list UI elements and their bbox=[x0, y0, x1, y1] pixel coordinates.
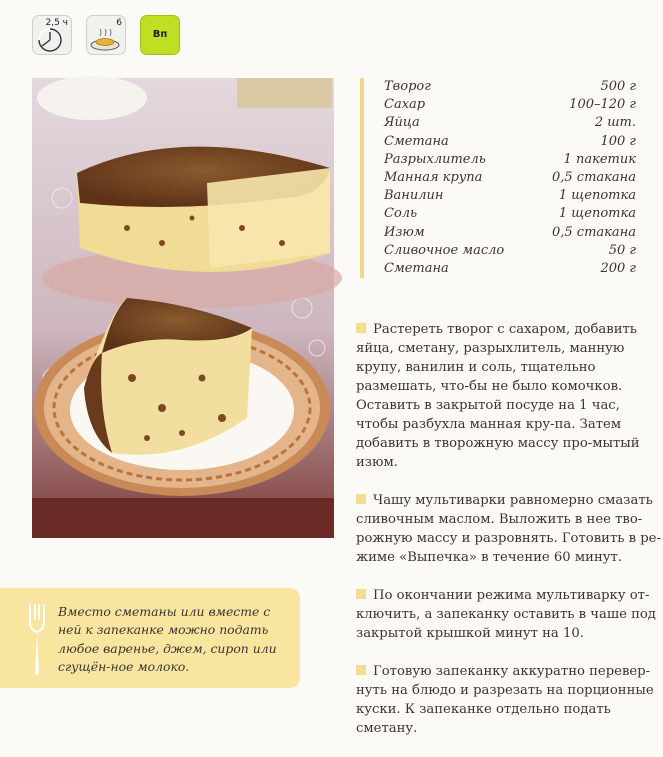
bullet-square-icon bbox=[356, 494, 366, 504]
ingredient-name: Сметана bbox=[384, 261, 449, 277]
ingredient-qty: 1 щепотка bbox=[558, 188, 636, 204]
step-3-text: По окончании режима мультиварку от-ключить, а запеканку оставить в чаше под закрытой крышкой минут на 10. bbox=[356, 588, 656, 641]
ingredient-qty: 500 г bbox=[600, 79, 636, 94]
ingredient-row bbox=[384, 78, 636, 96]
bullet-square-icon bbox=[356, 323, 366, 333]
ingredient-row bbox=[384, 169, 636, 187]
ingredient-name: Яйца bbox=[384, 115, 420, 131]
ingredient-qty: 2 шт. bbox=[594, 115, 636, 131]
ingredient-qty: 100–120 г bbox=[569, 97, 636, 113]
ingredient-qty: 1 щепотка bbox=[558, 206, 636, 222]
servings-value: 6 bbox=[116, 18, 122, 28]
tip-text: Вместо сметаны или вместе с ней к запеканке можно подать любое варенье, джем, сироп или сгущён-ное молоко. bbox=[58, 604, 277, 675]
serving-tip bbox=[0, 588, 300, 688]
ingredient-row bbox=[384, 151, 636, 169]
step-4-text: Готовую запеканку аккуратно перевер-нуть на блюдо и разрезать на порционные куски. К запеканке отдельно подать сметану. bbox=[356, 664, 654, 736]
step-1 bbox=[356, 320, 663, 472]
step-2-text: Чашу мультиварки равномерно смазать сливочным маслом. Выложить в нее тво-рожную массу и разровнять. Готовить в ре-жиме «Выпечка» в течение 60 минут. bbox=[356, 493, 661, 565]
ingredient-row bbox=[384, 242, 636, 260]
ingredient-row bbox=[384, 205, 636, 223]
time-value: 2,5 ч bbox=[45, 18, 68, 28]
ingredient-name: Творог bbox=[384, 79, 431, 94]
ingredient-qty: 0,5 стакана bbox=[552, 170, 636, 186]
casserole-photo bbox=[32, 78, 334, 538]
bullet-square-icon bbox=[356, 665, 366, 675]
ingredient-row bbox=[384, 96, 636, 114]
ingredient-name: Сметана bbox=[384, 133, 449, 149]
time-badge bbox=[32, 15, 72, 55]
step-2 bbox=[356, 491, 663, 567]
ingredient-row bbox=[384, 260, 636, 278]
servings-badge bbox=[86, 15, 126, 55]
ingredient-name: Манная крупа bbox=[384, 170, 483, 186]
fork-icon bbox=[26, 602, 48, 678]
ingredient-qty: 50 г bbox=[608, 242, 636, 258]
ingredient-row bbox=[384, 114, 636, 132]
ingredient-row bbox=[384, 224, 636, 242]
ingredient-name: Сахар bbox=[384, 97, 426, 113]
ingredient-row bbox=[384, 187, 636, 205]
step-1-text: Растереть творог с сахаром, добавить яйца, сметану, разрыхлитель, манную крупу, ванилин и соль, тщательно размешать, что-бы не было комочков. Оставить в закрытой посуде на 1 час, чтобы разбухла манная кру-па. Затем добавить в творожную массу про-мытый изюм. bbox=[356, 322, 640, 470]
ingredient-name: Изюм bbox=[384, 224, 425, 240]
step-4 bbox=[356, 662, 663, 738]
mode-badge bbox=[140, 15, 180, 55]
ingredient-qty: 100 г bbox=[600, 133, 636, 149]
ingredient-name: Разрыхлитель bbox=[384, 151, 486, 167]
ingredient-qty: 1 пакетик bbox=[563, 151, 636, 167]
step-3 bbox=[356, 586, 663, 643]
ingredient-row bbox=[384, 133, 636, 151]
instructions bbox=[356, 320, 663, 757]
ingredient-name: Ванилин bbox=[384, 188, 444, 204]
recipe-badges bbox=[32, 15, 180, 55]
ingredients-list bbox=[360, 78, 636, 278]
ingredient-name: Соль bbox=[384, 206, 418, 222]
ingredient-name: Сливочное масло bbox=[384, 242, 505, 258]
mode-value: Вп bbox=[152, 29, 168, 40]
ingredient-qty: 200 г bbox=[600, 261, 636, 277]
bullet-square-icon bbox=[356, 589, 366, 599]
ingredient-qty: 0,5 стакана bbox=[552, 224, 636, 240]
